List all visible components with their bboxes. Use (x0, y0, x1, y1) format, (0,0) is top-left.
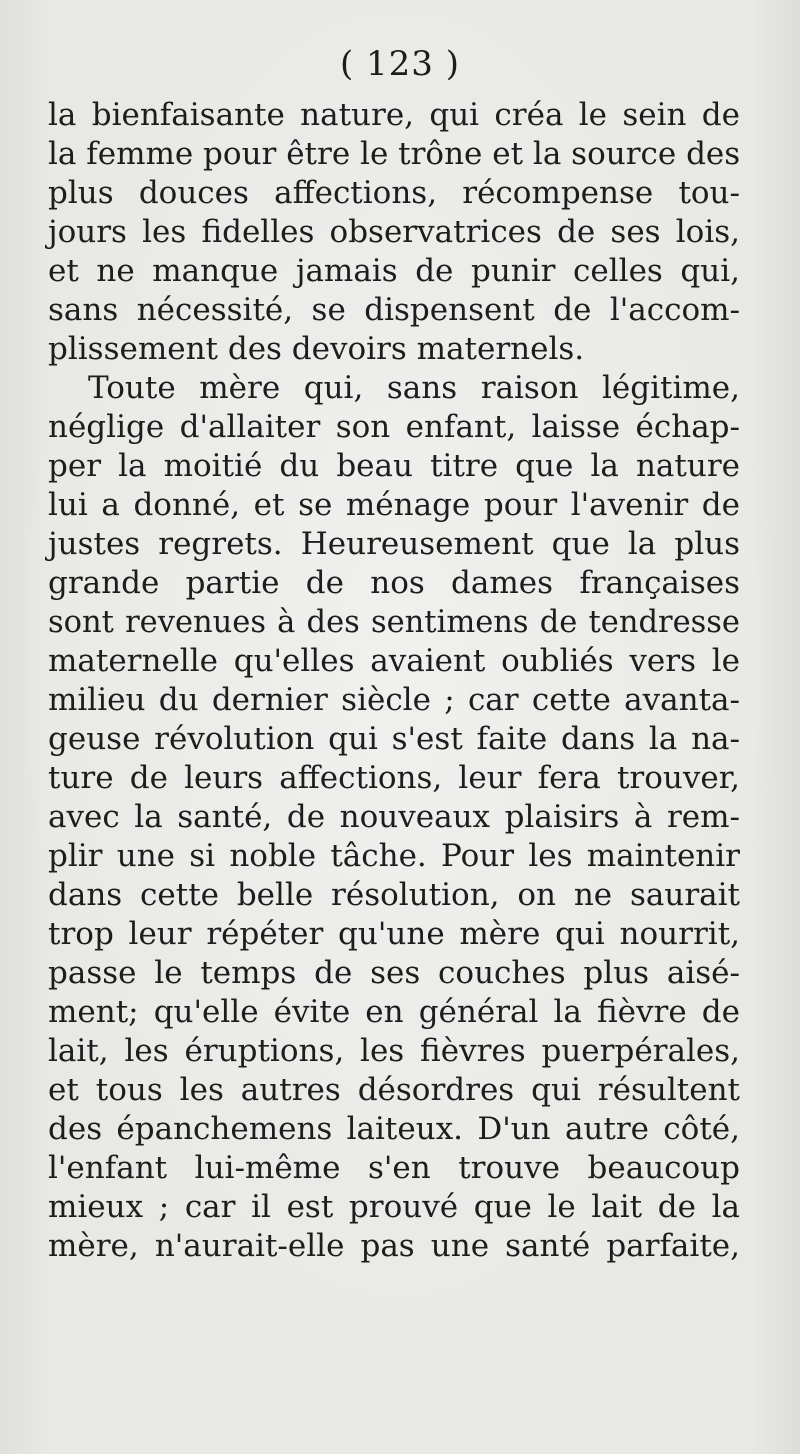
text-line: des épanchemens laiteux. D'un autre côté, (48, 1111, 740, 1147)
text-line: sans nécessité, se dispensent de l'accom- (48, 292, 740, 328)
text-line: plir une si noble tâche. Pour les maintenir (48, 838, 740, 874)
text-line: mère, n'aurait-elle pas une santé parfaite, (48, 1228, 740, 1264)
text-line: maternelle qu'elles avaient oubliés vers le (48, 643, 740, 679)
text-line: plus douces affections, récompense tou- (48, 175, 740, 211)
text-line: néglige d'allaiter son enfant, laisse échap- (48, 409, 740, 445)
text-line: trop leur répéter qu'une mère qui nourrit, (48, 916, 740, 952)
text-line: geuse révolution qui s'est faite dans la na- (48, 721, 740, 757)
text-line: lait, les éruptions, les fièvres puerpérales, (48, 1033, 740, 1069)
text-line: milieu du dernier siècle ; car cette avanta- (48, 682, 740, 718)
text-line: ment; qu'elle évite en général la fièvre de (48, 994, 740, 1030)
text-line: et ne manque jamais de punir celles qui, (48, 253, 740, 289)
text-line: l'enfant lui-même s'en trouve beaucoup (48, 1150, 740, 1186)
text-line: Toute mère qui, sans raison légitime, (88, 370, 740, 406)
text-line: justes regrets. Heureusement que la plus (48, 526, 740, 562)
text-line: avec la santé, de nouveaux plaisirs à rem- (48, 799, 740, 835)
text-line: lui a donné, et se ménage pour l'avenir de (48, 487, 740, 523)
text-line: dans cette belle résolution, on ne saurait (48, 877, 740, 913)
text-line: sont revenues à des sentimens de tendresse (48, 605, 740, 640)
text-line: et tous les autres désordres qui résultent (48, 1072, 740, 1108)
text-line: passe le temps de ses couches plus aisé- (48, 955, 740, 991)
text-line: mieux ; car il est prouvé que le lait de la (48, 1189, 740, 1225)
text-line: grande partie de nos dames françaises (48, 565, 740, 601)
page-number: ( 123 ) (339, 44, 461, 84)
body-text (48, 96, 740, 1266)
text-line: per la moitié du beau titre que la nature (48, 448, 740, 484)
text-line: jours les fidelles observatrices de ses lois, (48, 214, 740, 250)
text-line: ture de leurs affections, leur fera trouver, (48, 760, 740, 796)
text-line: la bienfaisante nature, qui créa le sein de (48, 97, 740, 133)
text-line: plissement des devoirs maternels. (48, 331, 585, 367)
text-line: la femme pour être le trône et la source des (48, 136, 741, 172)
